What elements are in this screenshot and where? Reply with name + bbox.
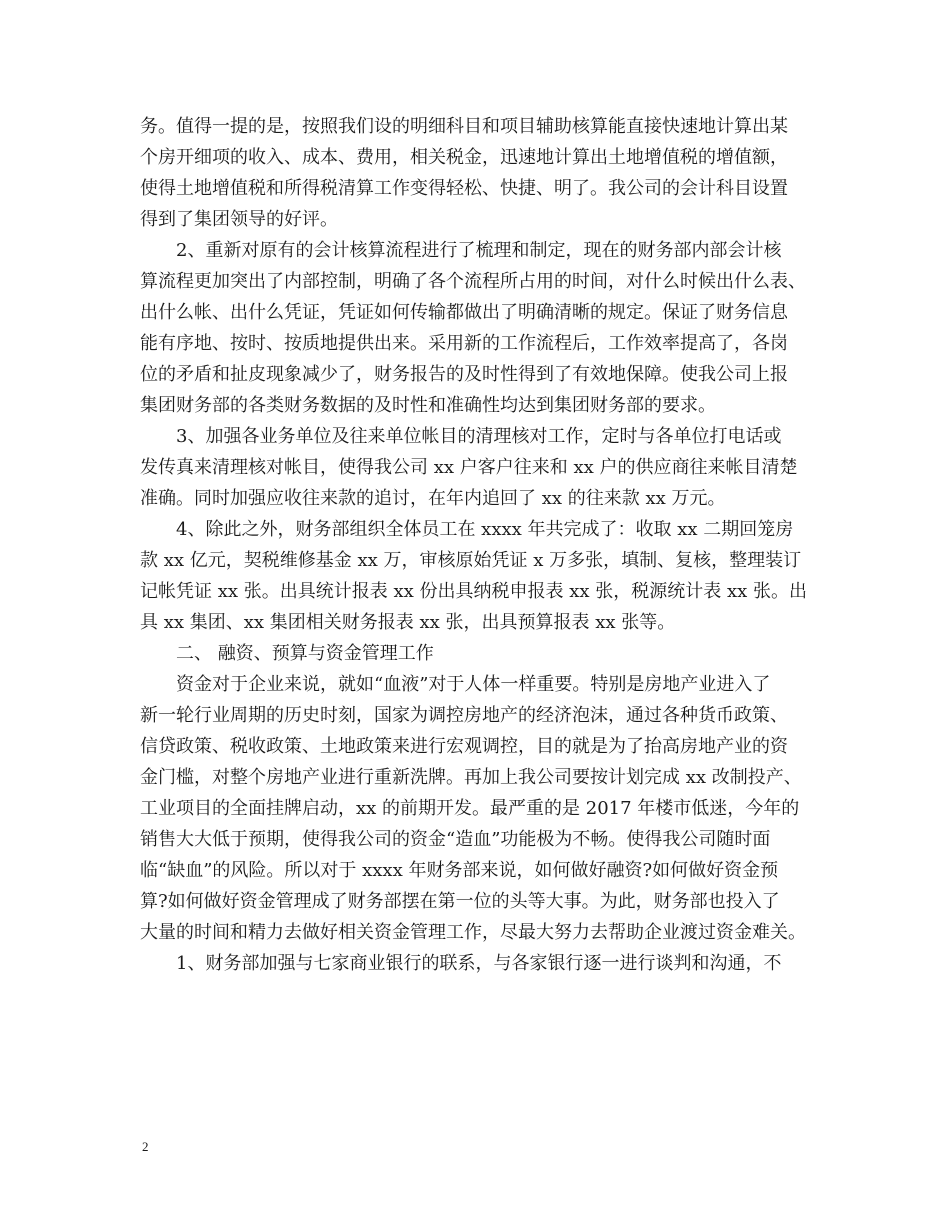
text-line: 资金对于企业来说，就如“血液”对于人体一样重要。特别是房地产业进入了 bbox=[176, 674, 771, 695]
text-line: 信贷政策、税收政策、土地政策来进行宏观调控，目的就是为了抬高房地产业的资 bbox=[140, 736, 788, 757]
text-line: 金门槛，对整个房地产业进行重新洗牌。再加上我公司要按计划完成 xx 改制投产、 bbox=[140, 767, 802, 788]
text-line: 工业项目的全面挂牌启动，xx 的前期开发。最严重的是 2017 年楼市低迷，今年的 bbox=[140, 798, 800, 819]
text-line: 位的矛盾和扯皮现象减少了，财务报告的及时性得到了有效地保障。使我公司上报 bbox=[140, 364, 788, 385]
text-line: 记帐凭证 xx 张。出具统计报表 xx 份出具纳税申报表 xx 张，税源统计表 xx 张。出 bbox=[140, 581, 807, 602]
text-line: 准确。同时加强应收往来款的追讨，在年内追回了 xx 的往来款 xx 万元。 bbox=[140, 488, 726, 509]
text-line: 算流程更加突出了内部控制，明确了各个流程所占用的时间，对什么时候出什么表、 bbox=[140, 271, 806, 292]
text-line: 款 xx 亿元，契税维修基金 xx 万，审核原始凭证 x 万多张，填制、复核，整理装订 bbox=[140, 550, 802, 571]
text-line: 得到了集团领导的好评。 bbox=[140, 209, 338, 230]
page-number: 2 bbox=[142, 1139, 149, 1154]
text-line: 3、加强各业务单位及往来单位帐目的清理核对工作，定时与各单位打电话或 bbox=[176, 426, 782, 447]
document-body bbox=[140, 111, 820, 979]
text-line: 能有序地、按时、按质地提供出来。采用新的工作流程后，工作效率提高了，各岗 bbox=[140, 333, 788, 354]
text-line: 个房开细项的收入、成本、费用，相关税金，迅速地计算出土地增值税的增值额， bbox=[140, 147, 788, 168]
text-line: 务。值得一提的是，按照我们设的明细科目和项目辅助核算能直接快速地计算出某 bbox=[140, 116, 788, 137]
text-line: 具 xx 集团、xx 集团相关财务报表 xx 张，出具预算报表 xx 张等。 bbox=[140, 612, 676, 633]
text-line: 临“缺血”的风险。所以对于 xxxx 年财务部来说，如何做好融资?如何做好资金预 bbox=[140, 860, 779, 881]
text-line: 算?如何做好资金管理成了财务部摆在第一位的头等大事。为此，财务部也投入了 bbox=[140, 891, 780, 912]
text-line: 2、重新对原有的会计核算流程进行了梳理和制定，现在的财务部内部会计核 bbox=[176, 240, 782, 261]
text-line: 集团财务部的各类财务数据的及时性和准确性均达到集团财务部的要求。 bbox=[140, 395, 716, 416]
text-line: 4、除此之外，财务部组织全体员工在 xxxx 年共完成了：收取 xx 二期回笼房 bbox=[176, 519, 794, 540]
text-line: 使得土地增值税和所得税清算工作变得轻松、快捷、明了。我公司的会计科目设置 bbox=[140, 178, 788, 199]
text-line: 发传真来清理核对帐目，使得我公司 xx 户客户往来和 xx 户的供应商往来帐目清楚 bbox=[140, 457, 798, 478]
text-line: 1、财务部加强与七家商业银行的联系，与各家银行逐一进行谈判和沟通，不 bbox=[176, 953, 782, 974]
text-line: 出什么帐、出什么凭证，凭证如何传输都做出了明确清晰的规定。保证了财务信息 bbox=[140, 302, 788, 323]
text-line: 新一轮行业周期的历史时刻，国家为调控房地产的经济泡沫，通过各种货币政策、 bbox=[140, 705, 788, 726]
text-line: 销售大大低于预期，使得我公司的资金“造血”功能极为不畅。使得我公司随时面 bbox=[140, 829, 771, 850]
text-line: 大量的时间和精力去做好相关资金管理工作，尽最大努力去帮助企业渡过资金难关。 bbox=[140, 922, 806, 943]
text-line: 二、 融资、预算与资金管理工作 bbox=[176, 643, 434, 664]
